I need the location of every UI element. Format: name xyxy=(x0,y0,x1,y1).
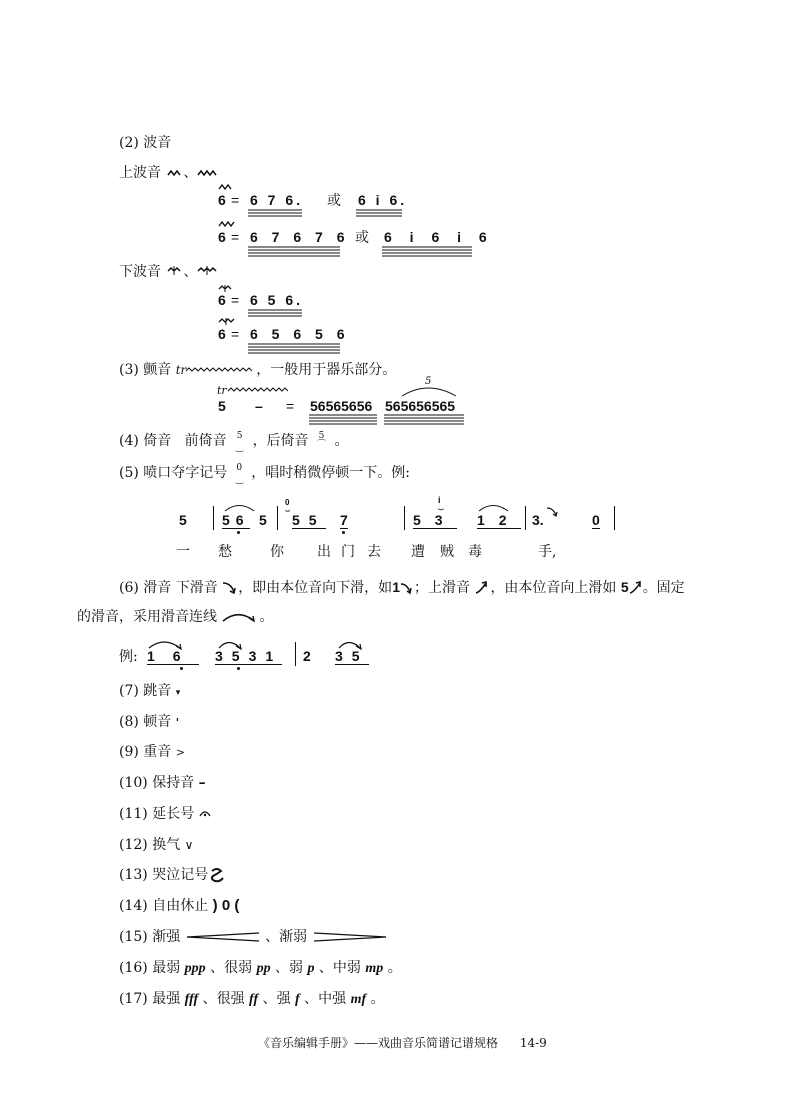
equals-sign: = xyxy=(231,292,240,308)
trill-note: 5 xyxy=(218,398,226,414)
note: 5 xyxy=(222,512,236,528)
fixed-text: 。固定 xyxy=(642,580,685,596)
dynamic-pp: pp xyxy=(256,961,271,976)
diminuendo-label: 、渐弱 xyxy=(265,929,308,945)
note: 2 xyxy=(303,648,311,664)
note: 3 xyxy=(215,648,232,664)
mordent-alt-realization: 6 i 6 i 6 xyxy=(384,229,494,245)
lyric-syllable: 你 xyxy=(270,544,284,560)
lyric-syllable: 门 xyxy=(341,544,355,560)
dynamic-mp: mp xyxy=(365,961,384,976)
long-lower-mordent-icon xyxy=(218,318,236,326)
down-glide-icon xyxy=(222,581,238,595)
lower-mordent-label xyxy=(119,263,217,281)
section-2-heading: (2) 波音 xyxy=(119,135,172,151)
mordent-realization: 6 7 6. xyxy=(250,192,304,208)
item-label: (9) 重音 xyxy=(119,744,172,760)
note: 1 xyxy=(147,648,173,664)
pen-kou-zero: 0 xyxy=(285,498,290,507)
grace-slur-icon: ⌒ xyxy=(317,440,327,450)
example-label: 例: xyxy=(119,649,138,665)
crescendo-icon xyxy=(185,932,261,942)
lyric-syllable: 手, xyxy=(538,544,557,560)
item-label: (8) 顿音 xyxy=(119,714,172,730)
dotted-note: 3. xyxy=(532,512,544,528)
fixed-glide-text: 的滑音，采用滑音连线 xyxy=(77,609,217,625)
note: 5 xyxy=(179,512,187,528)
free-rest-icon: ) 0 ( xyxy=(212,897,240,914)
item-loud-dynamics xyxy=(119,990,385,1009)
item-soft-dynamics xyxy=(119,959,402,978)
note: 2 xyxy=(498,512,521,528)
slur-arc xyxy=(476,500,512,512)
pen-kou-symbol xyxy=(235,464,244,482)
glide-slur-icon xyxy=(221,611,259,623)
down-glide-icon xyxy=(546,506,560,518)
note-group xyxy=(215,648,282,665)
accent-breath-label: (5) 喷口夺字记号 xyxy=(119,465,228,481)
trill-abbrev: tr xyxy=(175,363,187,377)
grace-slur-icon: ⌒ xyxy=(235,441,245,451)
lower-octave-dot xyxy=(342,531,345,534)
pen-kou-grace: 0 ⌣ xyxy=(285,498,291,515)
front-grace-label: 前倚音 xyxy=(184,433,227,449)
trill-realization-a: 56565656 xyxy=(310,398,373,414)
barline xyxy=(525,506,526,530)
note: 3 xyxy=(335,648,352,664)
mordent-note: 6 xyxy=(218,229,226,245)
section-5-line xyxy=(119,464,410,482)
item-label: (12) 换气 xyxy=(119,837,181,853)
note-group xyxy=(147,648,199,665)
note: 5 xyxy=(413,512,435,528)
grace-note: i xyxy=(438,495,441,505)
dynamic-p: p xyxy=(307,961,315,976)
period: 。 xyxy=(387,960,402,976)
dynamic-label: 、弱 xyxy=(275,960,304,976)
lyric-syllable: 遭 xyxy=(411,544,425,560)
period: 。 xyxy=(370,991,385,1007)
equals-sign: = xyxy=(231,192,240,208)
grace-note: 5 xyxy=(318,431,325,441)
barline xyxy=(213,506,214,530)
lyric-syllable: 毒 xyxy=(468,544,482,560)
dynamic-ppp: ppp xyxy=(184,961,206,976)
trill-wave-icon xyxy=(228,386,292,394)
dash-extension: – xyxy=(255,398,263,414)
note: 6 xyxy=(235,512,250,528)
note-group xyxy=(413,512,457,529)
note: 5 xyxy=(292,512,309,528)
item-label: (14) 自由休止 xyxy=(119,898,209,914)
lyric-syllable: 一 xyxy=(176,544,190,560)
equals-sign: = xyxy=(231,229,240,245)
accent-icon: > xyxy=(175,746,185,759)
upper-mordent-text: 上波音 xyxy=(119,165,161,181)
section-3-line xyxy=(119,361,396,379)
dynamic-mf: mf xyxy=(350,992,367,1007)
dynamic-f: f xyxy=(295,992,300,1007)
item-label: (13) 哭泣记号 xyxy=(119,867,209,883)
quadruple-underline xyxy=(248,246,348,257)
item-detached xyxy=(119,713,179,732)
note: 6 xyxy=(172,648,199,664)
back-grace-label: ，后倚音 xyxy=(252,433,309,449)
up-glide-label: ；上滑音 xyxy=(413,580,470,596)
trill-abbrev: tr xyxy=(217,384,227,397)
staccato-icon: ▾ xyxy=(175,688,181,698)
note: 3 xyxy=(248,648,266,664)
quadruple-underline xyxy=(382,246,482,257)
item-staccato xyxy=(119,682,180,702)
dynamic-label: 、很弱 xyxy=(210,960,253,976)
long-lower-mordent-icon xyxy=(197,266,217,276)
lower-mordent-text: 下波音 xyxy=(119,264,161,280)
long-mordent-icon xyxy=(218,221,236,227)
glide-label: (6) 滑音 下滑音 xyxy=(119,580,218,596)
dynamic-ff: ff xyxy=(249,992,259,1007)
separator: 、 xyxy=(183,165,198,181)
footer-title: 《音乐编辑手册》——戏曲音乐简谱记谱规格 xyxy=(258,1036,499,1050)
down-glide-description: ，即由本位音向下滑，如 xyxy=(238,580,393,596)
item-label: (11) 延长号 xyxy=(119,806,195,822)
item-free-rest xyxy=(119,897,239,915)
dynamic-label: 、中强 xyxy=(304,991,347,1007)
barline xyxy=(277,506,278,530)
note: 1 xyxy=(477,512,499,528)
note: 1 xyxy=(265,648,283,664)
quadruple-underline xyxy=(248,343,348,354)
note: 5 xyxy=(351,648,369,664)
dynamic-fff: fff xyxy=(184,992,199,1007)
triple-underline xyxy=(248,209,304,217)
section-4-line xyxy=(119,432,348,450)
dynamic-label: 、强 xyxy=(262,991,291,1007)
item-fermata xyxy=(119,805,211,823)
item-sob-mark xyxy=(119,866,226,884)
front-grace-symbol xyxy=(235,432,244,450)
trill-realization-b: 565656565 xyxy=(385,398,456,414)
period: 。 xyxy=(334,433,349,449)
trill-wave-icon xyxy=(186,366,256,374)
tuplet-number: 5 xyxy=(425,376,432,387)
lower-octave-dot xyxy=(180,667,183,670)
note: 5 xyxy=(259,512,267,528)
note: 5 xyxy=(308,512,326,528)
mordent-note: 6 xyxy=(218,192,226,208)
dynamic-label: 、很强 xyxy=(202,991,245,1007)
mordent-note: 6 xyxy=(218,292,226,308)
quadruple-underline xyxy=(309,414,381,425)
mordent-alt-realization: 6 i 6. xyxy=(358,192,408,208)
section-6-line2 xyxy=(77,608,273,626)
lyric-syllable: 出 xyxy=(317,544,331,560)
item-label: (7) 跳音 xyxy=(119,683,172,699)
equals-sign: = xyxy=(231,326,240,342)
short-lower-mordent-icon xyxy=(167,266,183,276)
period: 。 xyxy=(259,609,274,625)
long-mordent-icon xyxy=(197,169,217,177)
note: 7 xyxy=(340,512,348,528)
item-tenuto xyxy=(119,774,206,792)
trill-label: (3) 颤音 xyxy=(119,362,172,378)
lower-octave-dot xyxy=(237,667,240,670)
note-group xyxy=(477,512,521,529)
item-breath xyxy=(119,836,193,854)
lyric-syllable: 愁 xyxy=(218,544,232,560)
down-glide-icon xyxy=(400,581,414,595)
short-mordent-icon xyxy=(218,184,232,190)
grace-label: (4) 倚音 xyxy=(119,433,172,449)
quadruple-underline xyxy=(384,414,468,425)
pen-kou-zero: 0 xyxy=(236,463,243,473)
trill-description: ，一般用于器乐部分。 xyxy=(256,362,397,378)
separator: 、 xyxy=(183,264,198,280)
equals-sign: = xyxy=(286,398,295,414)
note: 5 xyxy=(231,648,249,664)
grace-note: 5 xyxy=(236,431,243,441)
breath-mark-icon: ∨ xyxy=(184,838,194,852)
up-glide-description: ，由本位音向上滑如 xyxy=(490,580,617,596)
or-text: 或 xyxy=(327,193,341,209)
rest-note: 0 xyxy=(592,512,600,528)
note: 3 xyxy=(434,512,457,528)
sob-mark-icon xyxy=(208,867,226,883)
section-6-line1 xyxy=(119,578,685,597)
detached-icon: ' xyxy=(175,716,180,729)
page-footer xyxy=(258,1034,547,1051)
barline xyxy=(404,506,405,530)
short-mordent-icon xyxy=(167,169,183,177)
glide-example-note: 1 xyxy=(392,579,400,595)
mordent-note: 6 xyxy=(218,326,226,342)
lyric-syllable: 贼 xyxy=(440,544,454,560)
item-label: (10) 保持音 xyxy=(119,775,195,791)
up-glide-icon xyxy=(474,581,490,595)
tenuto-icon: – xyxy=(198,775,206,791)
back-grace-symbol xyxy=(317,432,326,450)
grace-note-group: i ⌣ xyxy=(438,495,444,514)
crescendo-label: (15) 渐强 xyxy=(119,929,181,945)
or-text: 或 xyxy=(355,230,369,246)
barline xyxy=(295,642,296,666)
mordent-realization: 6 5 6. xyxy=(250,292,304,308)
lower-octave-dot xyxy=(237,531,240,534)
lyric-syllable: 去 xyxy=(367,544,381,560)
item-crescendo xyxy=(119,928,388,946)
note-group xyxy=(292,512,326,529)
glide-example-note: 5 xyxy=(620,579,629,595)
slur-arc xyxy=(222,500,258,512)
diminuendo-icon xyxy=(312,932,388,942)
barline xyxy=(614,506,615,530)
dynamic-label: (17) 最强 xyxy=(119,991,181,1007)
triple-underline xyxy=(356,209,412,217)
dynamic-label: 、中弱 xyxy=(318,960,361,976)
grace-slur-icon: ⌒ xyxy=(234,473,244,483)
triple-underline xyxy=(248,309,304,317)
note-group xyxy=(335,648,369,665)
mordent-realization: 6 5 6 5 6 xyxy=(250,326,350,342)
note-group xyxy=(222,512,250,529)
dynamic-label: (16) 最弱 xyxy=(119,960,181,976)
page-number: 14-9 xyxy=(519,1036,547,1050)
accent-breath-description: ，唱时稍微停顿一下。例: xyxy=(251,465,410,481)
upper-mordent-label xyxy=(119,164,217,182)
up-glide-icon xyxy=(629,581,643,595)
item-accent xyxy=(119,743,185,762)
fermata-icon xyxy=(199,808,211,818)
mordent-realization: 6 7 6 7 6 xyxy=(250,229,350,245)
